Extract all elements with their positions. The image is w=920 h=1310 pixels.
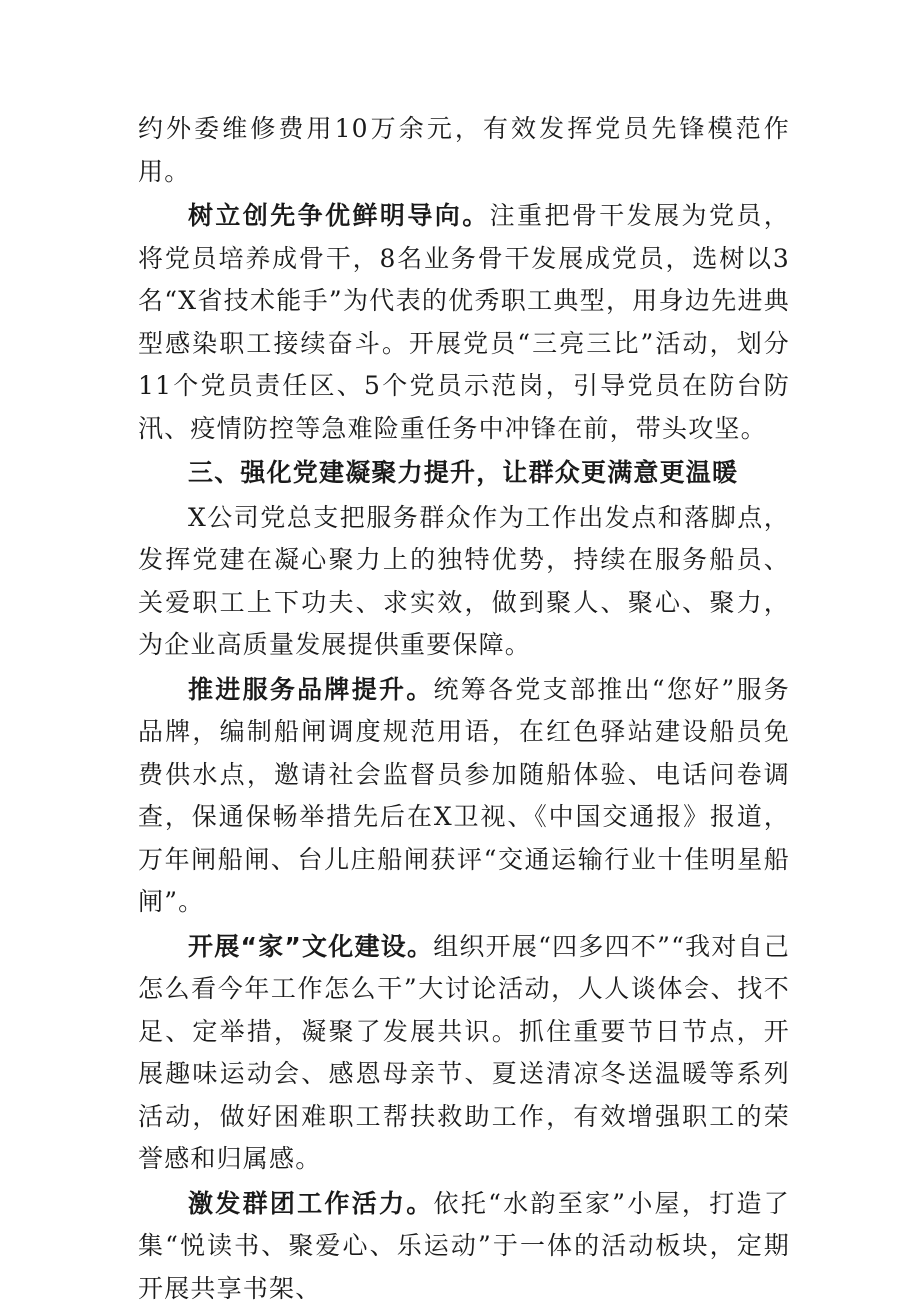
paragraph-text: 注重把骨干发展为党员，将党员培养成骨干，8名业务骨干发展成党员，选树以3名“X省技术能手”为代表的优秀职工典型，用身边先进典型感染职工接续奋斗。开展党员“三亮三比”活动，划分11个党员责任区、5个党员示范岗，引导党员在防台防汛、疫情防控等急难险重任务中冲锋在前，带头攻坚。 — [138, 201, 790, 443]
paragraph-text: 约外委维修费用10万余元，有效发挥党员先锋模范作用。 — [138, 114, 790, 186]
paragraph-group-work — [138, 1183, 790, 1310]
paragraph-text: 依托“水韵至家”小屋，打造了集“悦读书、聚爱心、乐运动”于一体的活动板块，定期开展共享书架、 — [138, 1189, 790, 1303]
paragraph-section-intro — [138, 497, 790, 667]
paragraph-text: 统筹各党支部推出“您好”服务品牌，编制船闸调度规范用语，在红色驿站建设船员免费供水点，邀请社会监督员参加随船体验、电话问卷调查，保通保畅举措先后在X卫视、《中国交通报》报道，万年闸船闸、台儿庄船闸获评“交通运输行业十佳明星船闸”。 — [138, 675, 790, 917]
paragraph-innovation-guidance — [138, 195, 790, 450]
paragraph-text: X公司党总支把服务群众作为工作出发点和落脚点，发挥党建在凝心聚力上的独特优势，持续在服务船员、关爱职工上下功夫、求实效，做到聚人、聚心、聚力，为企业高质量发展提供重要保障。 — [138, 503, 790, 660]
paragraph-lead: 推进服务品牌提升。 — [188, 675, 434, 704]
paragraph-home-culture — [138, 926, 790, 1181]
paragraph-lead: 开展“家”文化建设。 — [188, 932, 433, 961]
paragraph-lead: 树立创先争优鲜明导向。 — [188, 201, 490, 230]
document-body — [138, 108, 790, 1310]
paragraph-service-brand — [138, 669, 790, 924]
paragraph-text: 组织开展“四多四不”“我对自己怎么看今年工作怎么干”大讨论活动，人人谈体会、找不足、定举措，凝聚了发展共识。抓住重要节日节点，开展趣味运动会、感恩母亲节、夏送清凉冬送温暖等系列活动，做好困难职工帮扶救助工作，有效增强职工的荣誉感和归属感。 — [138, 932, 790, 1174]
paragraph-lead: 激发群团工作活力。 — [188, 1189, 434, 1218]
section-heading: 三、强化党建凝聚力提升，让群众更满意更温暖 — [138, 452, 790, 495]
paragraph-continuation — [138, 108, 790, 193]
